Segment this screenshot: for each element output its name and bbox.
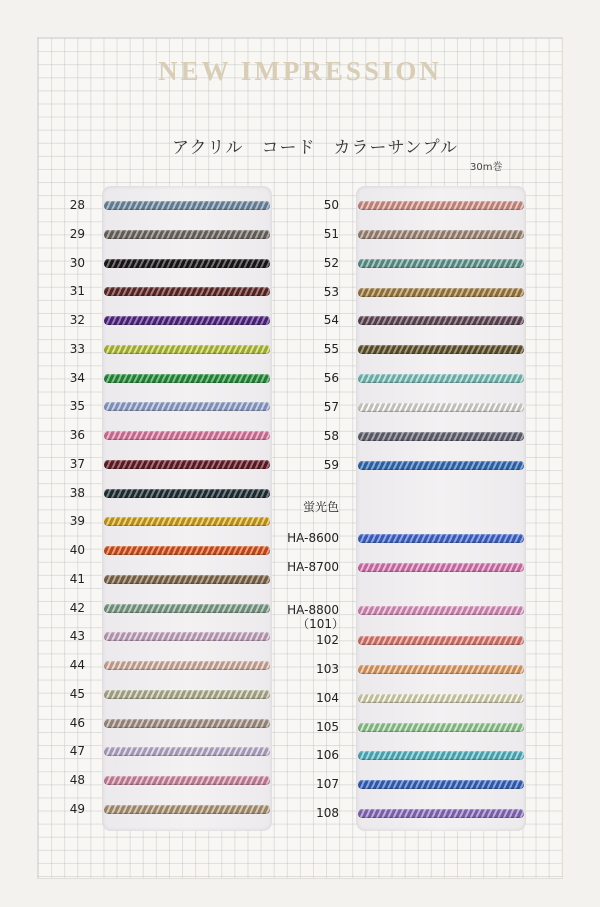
cord-sample xyxy=(358,636,524,645)
color-code-label: HA-8600 xyxy=(287,531,339,545)
color-code-label: 38 xyxy=(69,485,85,500)
color-code-label: 53 xyxy=(323,285,339,299)
color-code-label: 46 xyxy=(69,715,85,730)
cord-sample xyxy=(358,461,524,470)
cord-sample xyxy=(104,632,270,641)
color-code-label: 106 xyxy=(316,748,339,762)
cord-sample xyxy=(104,575,270,584)
cord-sample xyxy=(358,403,524,412)
color-code-label: 蛍光色 xyxy=(302,500,339,514)
color-code-label: 28 xyxy=(69,198,85,212)
color-code-label: HA-8800 xyxy=(287,603,339,617)
color-code-label: 51 xyxy=(323,227,339,241)
color-code-label: 56 xyxy=(323,371,339,385)
color-code-label: 31 xyxy=(69,284,85,299)
color-code-label: 36 xyxy=(69,428,85,443)
cord-sample xyxy=(104,345,270,354)
color-code-sublabel: （101） xyxy=(297,617,344,631)
cord-sample xyxy=(104,489,270,498)
cord-sample xyxy=(358,374,524,383)
color-code-label: 55 xyxy=(323,342,339,356)
cord-sample xyxy=(104,776,270,785)
cord-sample xyxy=(358,751,524,760)
cord-sample xyxy=(104,402,270,411)
color-code-label: HA-8700 xyxy=(287,560,339,574)
cord-sample xyxy=(358,345,524,354)
color-code-label: 54 xyxy=(323,313,339,327)
color-code-label: 103 xyxy=(316,662,339,676)
cord-sample xyxy=(358,780,524,789)
color-code-label: 44 xyxy=(69,658,85,673)
cord-sample xyxy=(104,546,270,555)
cord-sample xyxy=(358,809,524,818)
color-code-label: 58 xyxy=(323,429,339,443)
cord-sample xyxy=(104,259,270,268)
cord-sample xyxy=(104,604,270,613)
color-code-label: 41 xyxy=(69,571,85,586)
cord-sample xyxy=(358,316,524,325)
color-code-label: 45 xyxy=(69,686,85,701)
cord-sample xyxy=(104,517,270,526)
color-code-label: 105 xyxy=(316,720,339,734)
color-code-label: 30 xyxy=(69,255,85,270)
cord-sample xyxy=(358,432,524,441)
color-code-label: 52 xyxy=(323,256,339,270)
cord-sample xyxy=(358,201,524,210)
cord-sample xyxy=(358,230,524,239)
cord-sample xyxy=(104,690,270,699)
cord-sample xyxy=(104,431,270,440)
cord-sample xyxy=(358,534,524,543)
cord-sample xyxy=(104,374,270,383)
cord-sample xyxy=(358,665,524,674)
cord-sample xyxy=(104,316,270,325)
cord-sample xyxy=(104,201,270,210)
sample-subtitle: アクリル コード カラーサンプル xyxy=(172,138,458,158)
color-code-label: 43 xyxy=(69,629,85,644)
cord-sample xyxy=(104,661,270,670)
cord-sample xyxy=(358,606,524,615)
cord-sample xyxy=(358,723,524,732)
color-code-label: 47 xyxy=(69,744,85,759)
brand-title: NEW IMPRESSION xyxy=(158,56,442,86)
color-code-label: 107 xyxy=(316,777,339,791)
cord-sample xyxy=(104,460,270,469)
color-code-label: 37 xyxy=(69,456,85,471)
cord-sample xyxy=(104,805,270,814)
cord-sample xyxy=(358,288,524,297)
cord-sample xyxy=(358,259,524,268)
color-code-label: 50 xyxy=(323,198,339,212)
color-code-label: 59 xyxy=(323,458,339,472)
color-code-label: 48 xyxy=(69,773,85,788)
roll-length: 30m巻 xyxy=(470,162,503,173)
color-code-label: 35 xyxy=(69,399,85,414)
color-code-label: 49 xyxy=(69,801,85,816)
color-code-label: 29 xyxy=(69,226,85,241)
cord-sample xyxy=(104,747,270,756)
cord-sample xyxy=(358,563,524,572)
right-sample-window xyxy=(356,186,526,831)
color-code-label: 40 xyxy=(69,543,85,558)
color-code-label: 34 xyxy=(69,370,85,385)
color-code-label: 108 xyxy=(316,806,339,820)
cord-sample xyxy=(104,719,270,728)
cord-sample xyxy=(358,694,524,703)
color-code-label: 33 xyxy=(69,341,85,356)
left-sample-window xyxy=(102,186,272,831)
color-code-label: 39 xyxy=(69,514,85,529)
color-code-label: 57 xyxy=(323,400,339,414)
color-code-label: 104 xyxy=(316,691,339,705)
color-code-label: 32 xyxy=(69,313,85,328)
cord-sample xyxy=(104,230,270,239)
cord-sample xyxy=(104,287,270,296)
color-code-label: 42 xyxy=(69,600,85,615)
color-code-label: 102 xyxy=(316,633,339,647)
